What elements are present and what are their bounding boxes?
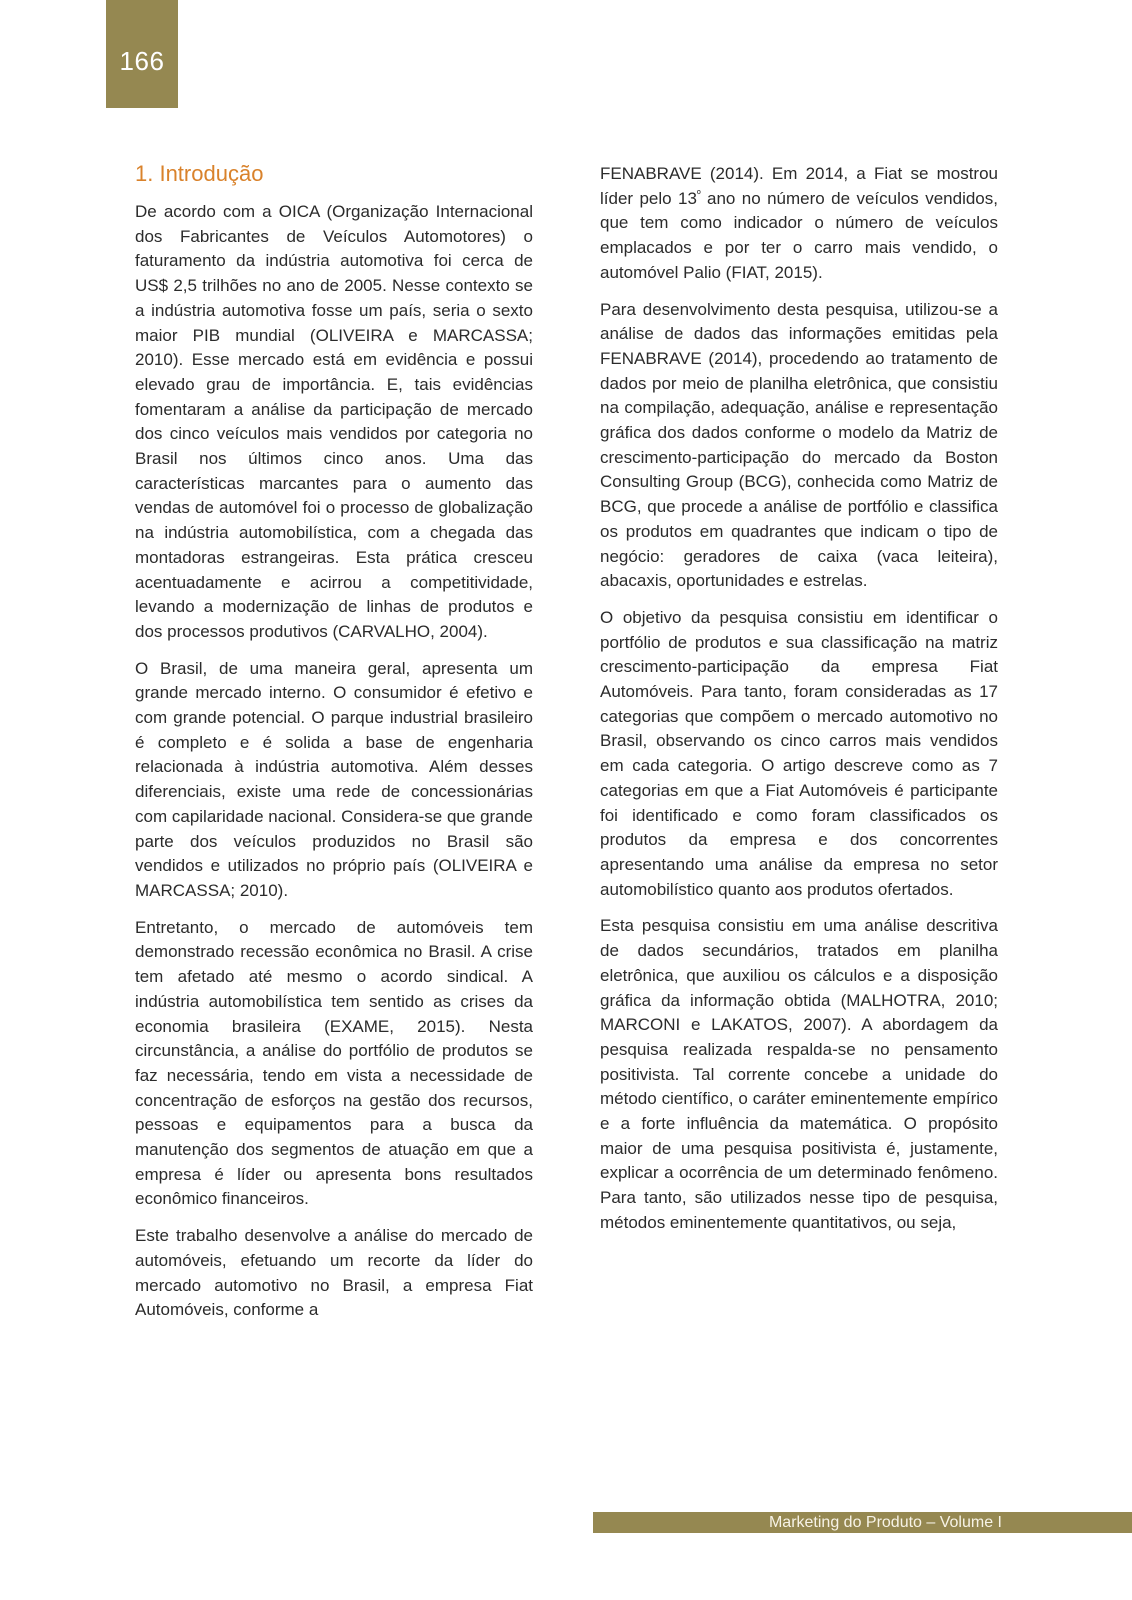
- paragraph-intro-oica: De acordo com a OICA (Organização Internacional dos Fabricantes de Veículos Automotores) o faturamento da indústria automotiva foi cerca de US$ 2,5 trilhões no ano de 2005. Nesse contexto se a indústria automotiva fosse um país, seria o sexto maior PIB mundial (OLIVEIRA e MARCASSA; 2010). Esse mercado está em evidência e possui elevado grau de importância. E, tais evidências fomentaram a análise da participação de mercado dos cinco veículos mais vendidos por categoria no Brasil nos últimos cinco anos. Uma das características marcantes para o aumento das vendas de automóvel foi o processo de globalização na indústria automobilística, com a chegada das montadoras estrangeiras. Esta prática cresceu acentuadamente e acirrou a competitividade, levando a modernização de linhas de produtos e dos processos produtivos (CARVALHO, 2004).: [135, 202, 533, 641]
- ordinal-superscript: º: [696, 189, 701, 201]
- section-title: 1. Introdução: [135, 161, 264, 186]
- paragraph-metodologia: Para desenvolvimento desta pesquisa, utilizou-se a análise de dados das informações emitidas pela FENABRAVE (2014), procedendo ao tratamento de dados por meio de planilha eletrônica, que consistiu na compilação, adequação, análise e representação gráfica dos dados conforme o modelo da Matriz de crescimento-participação do mercado da Boston Consulting Group (BCG), conhecida como Matriz de BCG, que procede a análise de portfólio e classifica os produtos em quadrantes que indicam o tipo de negócio: geradores de caixa (vaca leiteira), abacaxis, oportunidades e estrelas.: [600, 299, 998, 591]
- fenabrave-text-end: ano no número de veículos vendidos, que tem como indicador o número de veículos emplacados e por ter o carro mais vendido, o automóvel Palio (FIAT, 2015).: [600, 188, 998, 282]
- paragraph-brasil-mercado: O Brasil, de uma maneira geral, apresenta um grande mercado interno. O consumidor é efetivo e com grande potencial. O parque industrial brasileiro é completo e é solida a base de engenharia relacionada à indústria automotiva. Além desses diferenciais, existe uma rede de concessionárias com capilaridade nacional. Considera-se que grande parte dos veículos produzidos no Brasil são vendidos e utilizados no próprio país (OLIVEIRA e MARCASSA; 2010).: [135, 658, 533, 900]
- paragraph-trabalho: Este trabalho desenvolve a análise do mercado de automóveis, efetuando um recorte da líder do mercado automotivo no Brasil, a empresa Fiat Automóveis, conforme a: [135, 1226, 533, 1320]
- footer-bar: [593, 1512, 1132, 1533]
- page-number-tab: [106, 0, 178, 108]
- page-number: 166: [119, 46, 165, 76]
- fenabrave-text-start: FENABRAVE (2014). Em 2014, a Fiat se mostrou líder pelo 13: [600, 164, 998, 208]
- footer-text: Marketing do Produto – Volume I: [768, 1514, 1002, 1531]
- paragraph-objetivo: O objetivo da pesquisa consistiu em identificar o portfólio de produtos e sua classificação na matriz crescimento-participação da empresa Fiat Automóveis. Para tanto, foram consideradas as 17 categorias que compõem o mercado automotivo no Brasil, observando os cinco carros mais vendidos em cada categoria. O artigo descreve como as 7 categorias em que a Fiat Automóveis é participante foi identificado e como foram classificados os produtos da empresa e dos concorrentes apresentando uma análise da empresa no setor automobilístico quanto aos produtos ofertados.: [600, 607, 998, 899]
- left-column: [135, 160, 533, 1335]
- paragraph-fenabrave: [600, 162, 998, 286]
- paragraph-pesquisa-descritiva: Esta pesquisa consistiu em uma análise descritiva de dados secundários, tratados em planilha eletrônica, que auxiliou os cálculos e a disposição gráfica da informação obtida (MALHOTRA, 2010; MARCONI e LAKATOS, 2007). A abordagem da pesquisa realizada respalda-se no pensamento positivista. Tal corrente concebe a unidade do método científico, o caráter eminentemente empírico e a forte influência da matemática. O propósito maior de uma pesquisa positivista é, justamente, explicar a ocorrência de um determinado fenômeno. Para tanto, são utilizados nesse tipo de pesquisa, métodos eminentemente quantitativos, ou seja,: [600, 916, 998, 1232]
- paragraph-recessao: Entretanto, o mercado de automóveis tem demonstrado recessão econômica no Brasil. A crise tem afetado até mesmo o acordo sindical. A indústria automobilística tem sentido as crises da economia brasileira (EXAME, 2015). Nesta circunstância, a análise do portfólio de produtos se faz necessária, tendo em vista a necessidade de concentração de esforços na gestão dos recursos, pessoas e equipamentos para a busca da manutenção dos segmentos de atuação em que a empresa é líder ou apresenta bons resultados econômico financeiros.: [135, 917, 533, 1209]
- right-column: [600, 162, 998, 1248]
